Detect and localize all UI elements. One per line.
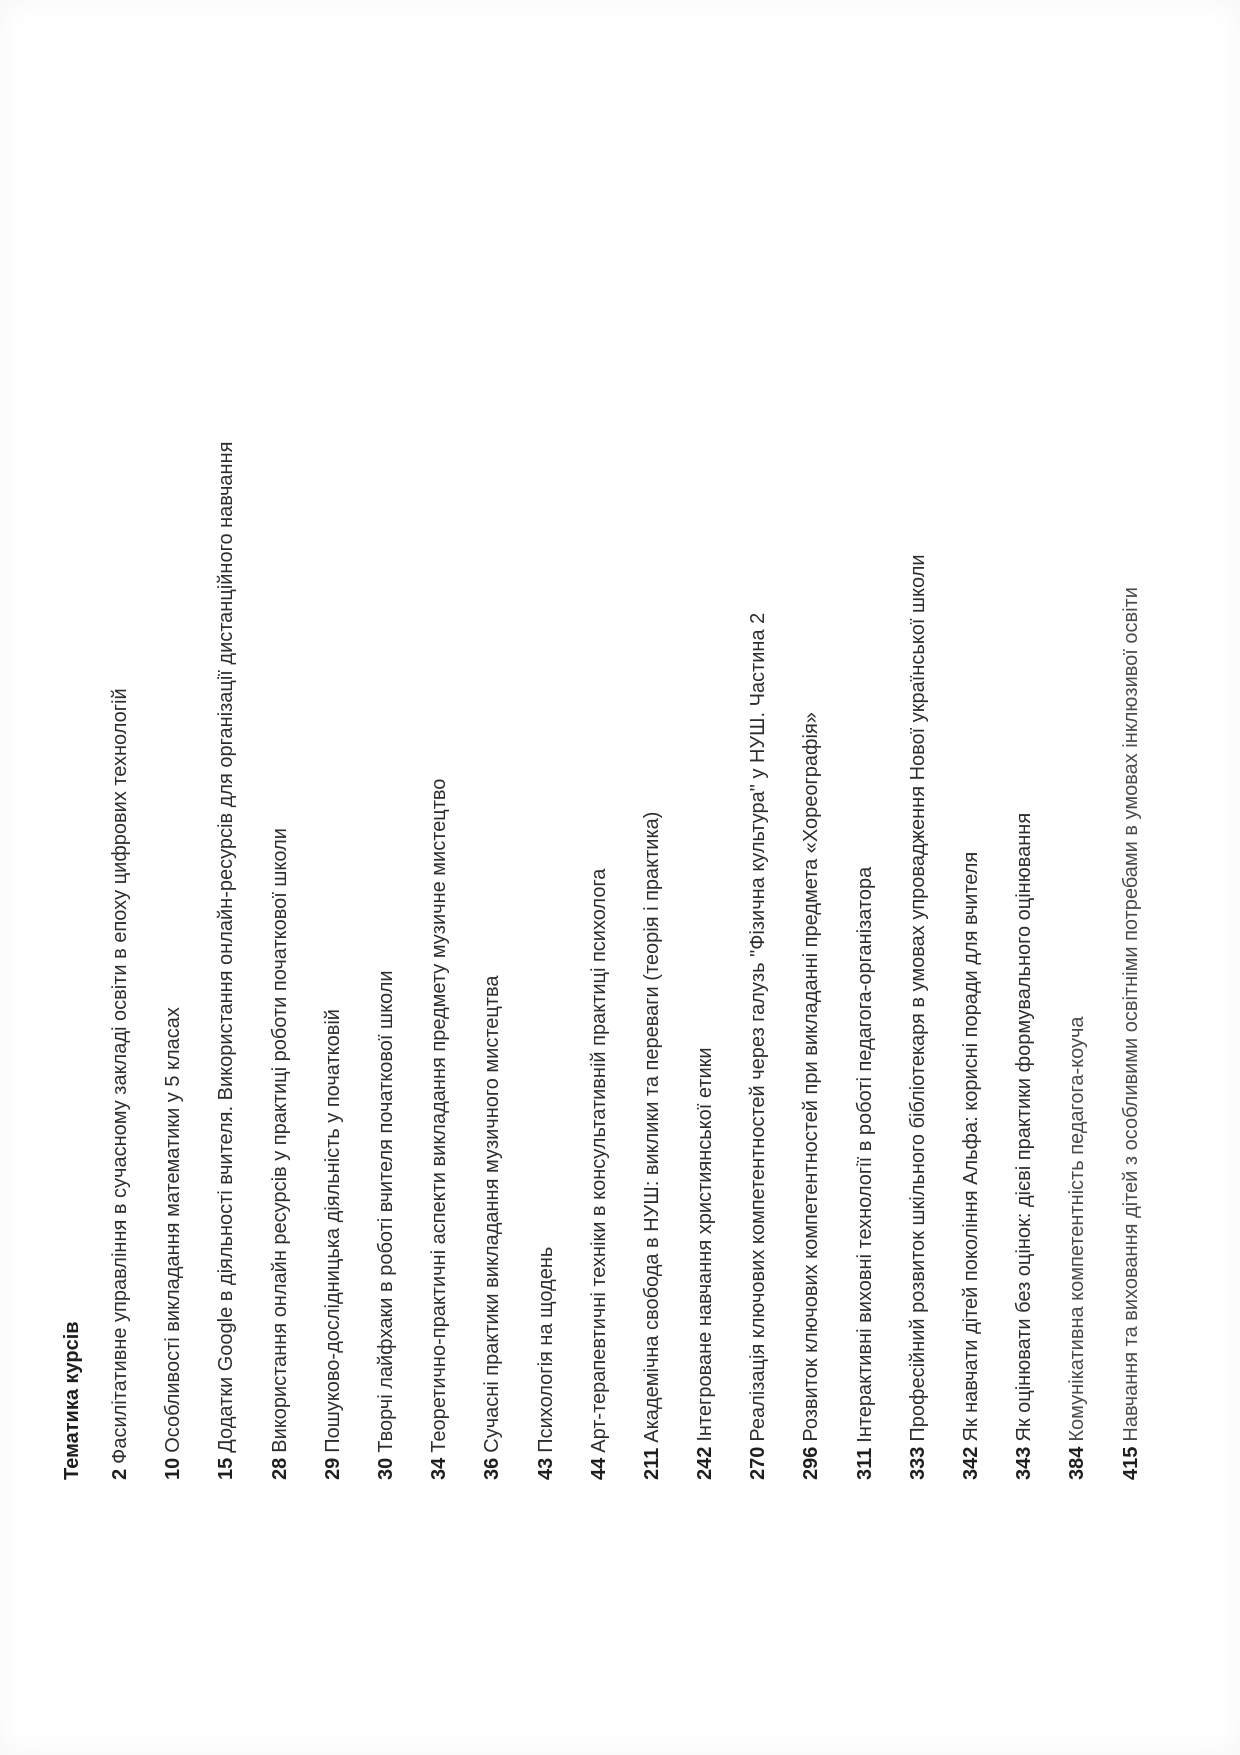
course-number: 34 (428, 1457, 451, 1480)
course-title: Психологія на щодень (534, 1246, 557, 1453)
course-title: Теоретично-практичні аспекти викладання предмету музичне мистецтво (428, 778, 451, 1453)
course-title: Навчання та виховання дітей з особливими освітніми потребами в умовах інклюзивої освіти (1119, 587, 1142, 1442)
course-title: Додатки Google в діяльності вчителя. Використання онлайн-ресурсів для організації дистанційного навчання (215, 441, 238, 1453)
course-title: Реалізація ключових компетентностей через галузь "Фізична культура" у НУШ. Частина 2 (747, 612, 770, 1442)
course-title: Арт-терапевтичні техніки в консультативній практиці психолога (587, 868, 610, 1453)
course-number: 311 (853, 1447, 876, 1480)
course-number: 296 (800, 1446, 823, 1480)
course-title: Особливості викладання математики у 5 класах (162, 1007, 185, 1453)
course-number: 44 (587, 1457, 610, 1480)
course-number: 343 (1013, 1446, 1036, 1480)
course-number: 30 (374, 1457, 397, 1480)
course-title: Фасилітативне управління в сучасному закладі освіти в епоху цифрових технологій (109, 688, 131, 1464)
course-title: Інтегроване навчання християнської етики (694, 1047, 717, 1442)
course-title: Як навчати дітей покоління Альфа: корисні поради для вчителя (960, 851, 982, 1442)
course-title: Пошуково-дослідницька діяльність у початковій (321, 1009, 344, 1453)
course-item (1012, 0, 1037, 1480)
course-item (587, 0, 612, 1480)
course-number: 342 (960, 1446, 982, 1480)
course-title: Використання онлайн ресурсів у практиці роботи початкової школи (268, 828, 291, 1453)
course-number: 36 (481, 1457, 504, 1480)
course-item (374, 0, 399, 1480)
course-item (108, 0, 133, 1480)
course-item (853, 0, 878, 1480)
course-title: Професійний розвиток шкільного бібліотекаря в умовах упровадження Нової української школи (906, 554, 929, 1442)
course-title: Творчі лайфхаки в роботі вчителя початкової школи (374, 970, 397, 1453)
course-item (799, 0, 824, 1480)
course-title: Комунікативна компетентність педагога-коуча (1066, 1016, 1089, 1442)
course-number: 15 (215, 1457, 238, 1480)
course-title: Академічна свобода в НУШ: виклики та переваги (теорія і практика) (640, 811, 663, 1443)
course-item (640, 0, 665, 1480)
course-item (1119, 0, 1144, 1480)
course-list (108, 0, 1144, 1480)
course-number: 242 (694, 1446, 717, 1480)
course-item (427, 0, 452, 1480)
course-item (321, 0, 346, 1480)
course-item (693, 0, 718, 1480)
course-item (1065, 0, 1090, 1480)
course-title: Розвиток ключових компетентностей при викладанні предмета «Хореографія» (800, 712, 823, 1442)
course-item (906, 0, 931, 1480)
page-heading: Тематика курсів (61, 1321, 83, 1480)
course-number: 43 (534, 1457, 557, 1480)
course-title: Сучасні практики викладання музичного мистецтва (481, 975, 504, 1453)
course-item (534, 0, 559, 1480)
course-title: Інтерактивні виховні технології в роботі педагога-організатора (853, 866, 876, 1443)
course-number: 211 (640, 1447, 663, 1480)
course-number: 29 (321, 1457, 344, 1480)
course-number: 2 (109, 1468, 131, 1480)
course-item (959, 0, 984, 1480)
course-item (268, 0, 293, 1480)
course-title: Як оцінювати без оцінок: дієві практики формувального оцінювання (1013, 812, 1036, 1442)
course-number: 10 (162, 1457, 185, 1480)
course-number: 28 (268, 1457, 291, 1480)
course-item (161, 0, 186, 1480)
course-number: 333 (906, 1446, 929, 1480)
course-item (480, 0, 505, 1480)
course-number: 384 (1066, 1446, 1089, 1480)
course-number: 415 (1119, 1446, 1142, 1480)
course-item (214, 0, 239, 1480)
course-number: 270 (747, 1446, 770, 1480)
course-item (746, 0, 771, 1480)
